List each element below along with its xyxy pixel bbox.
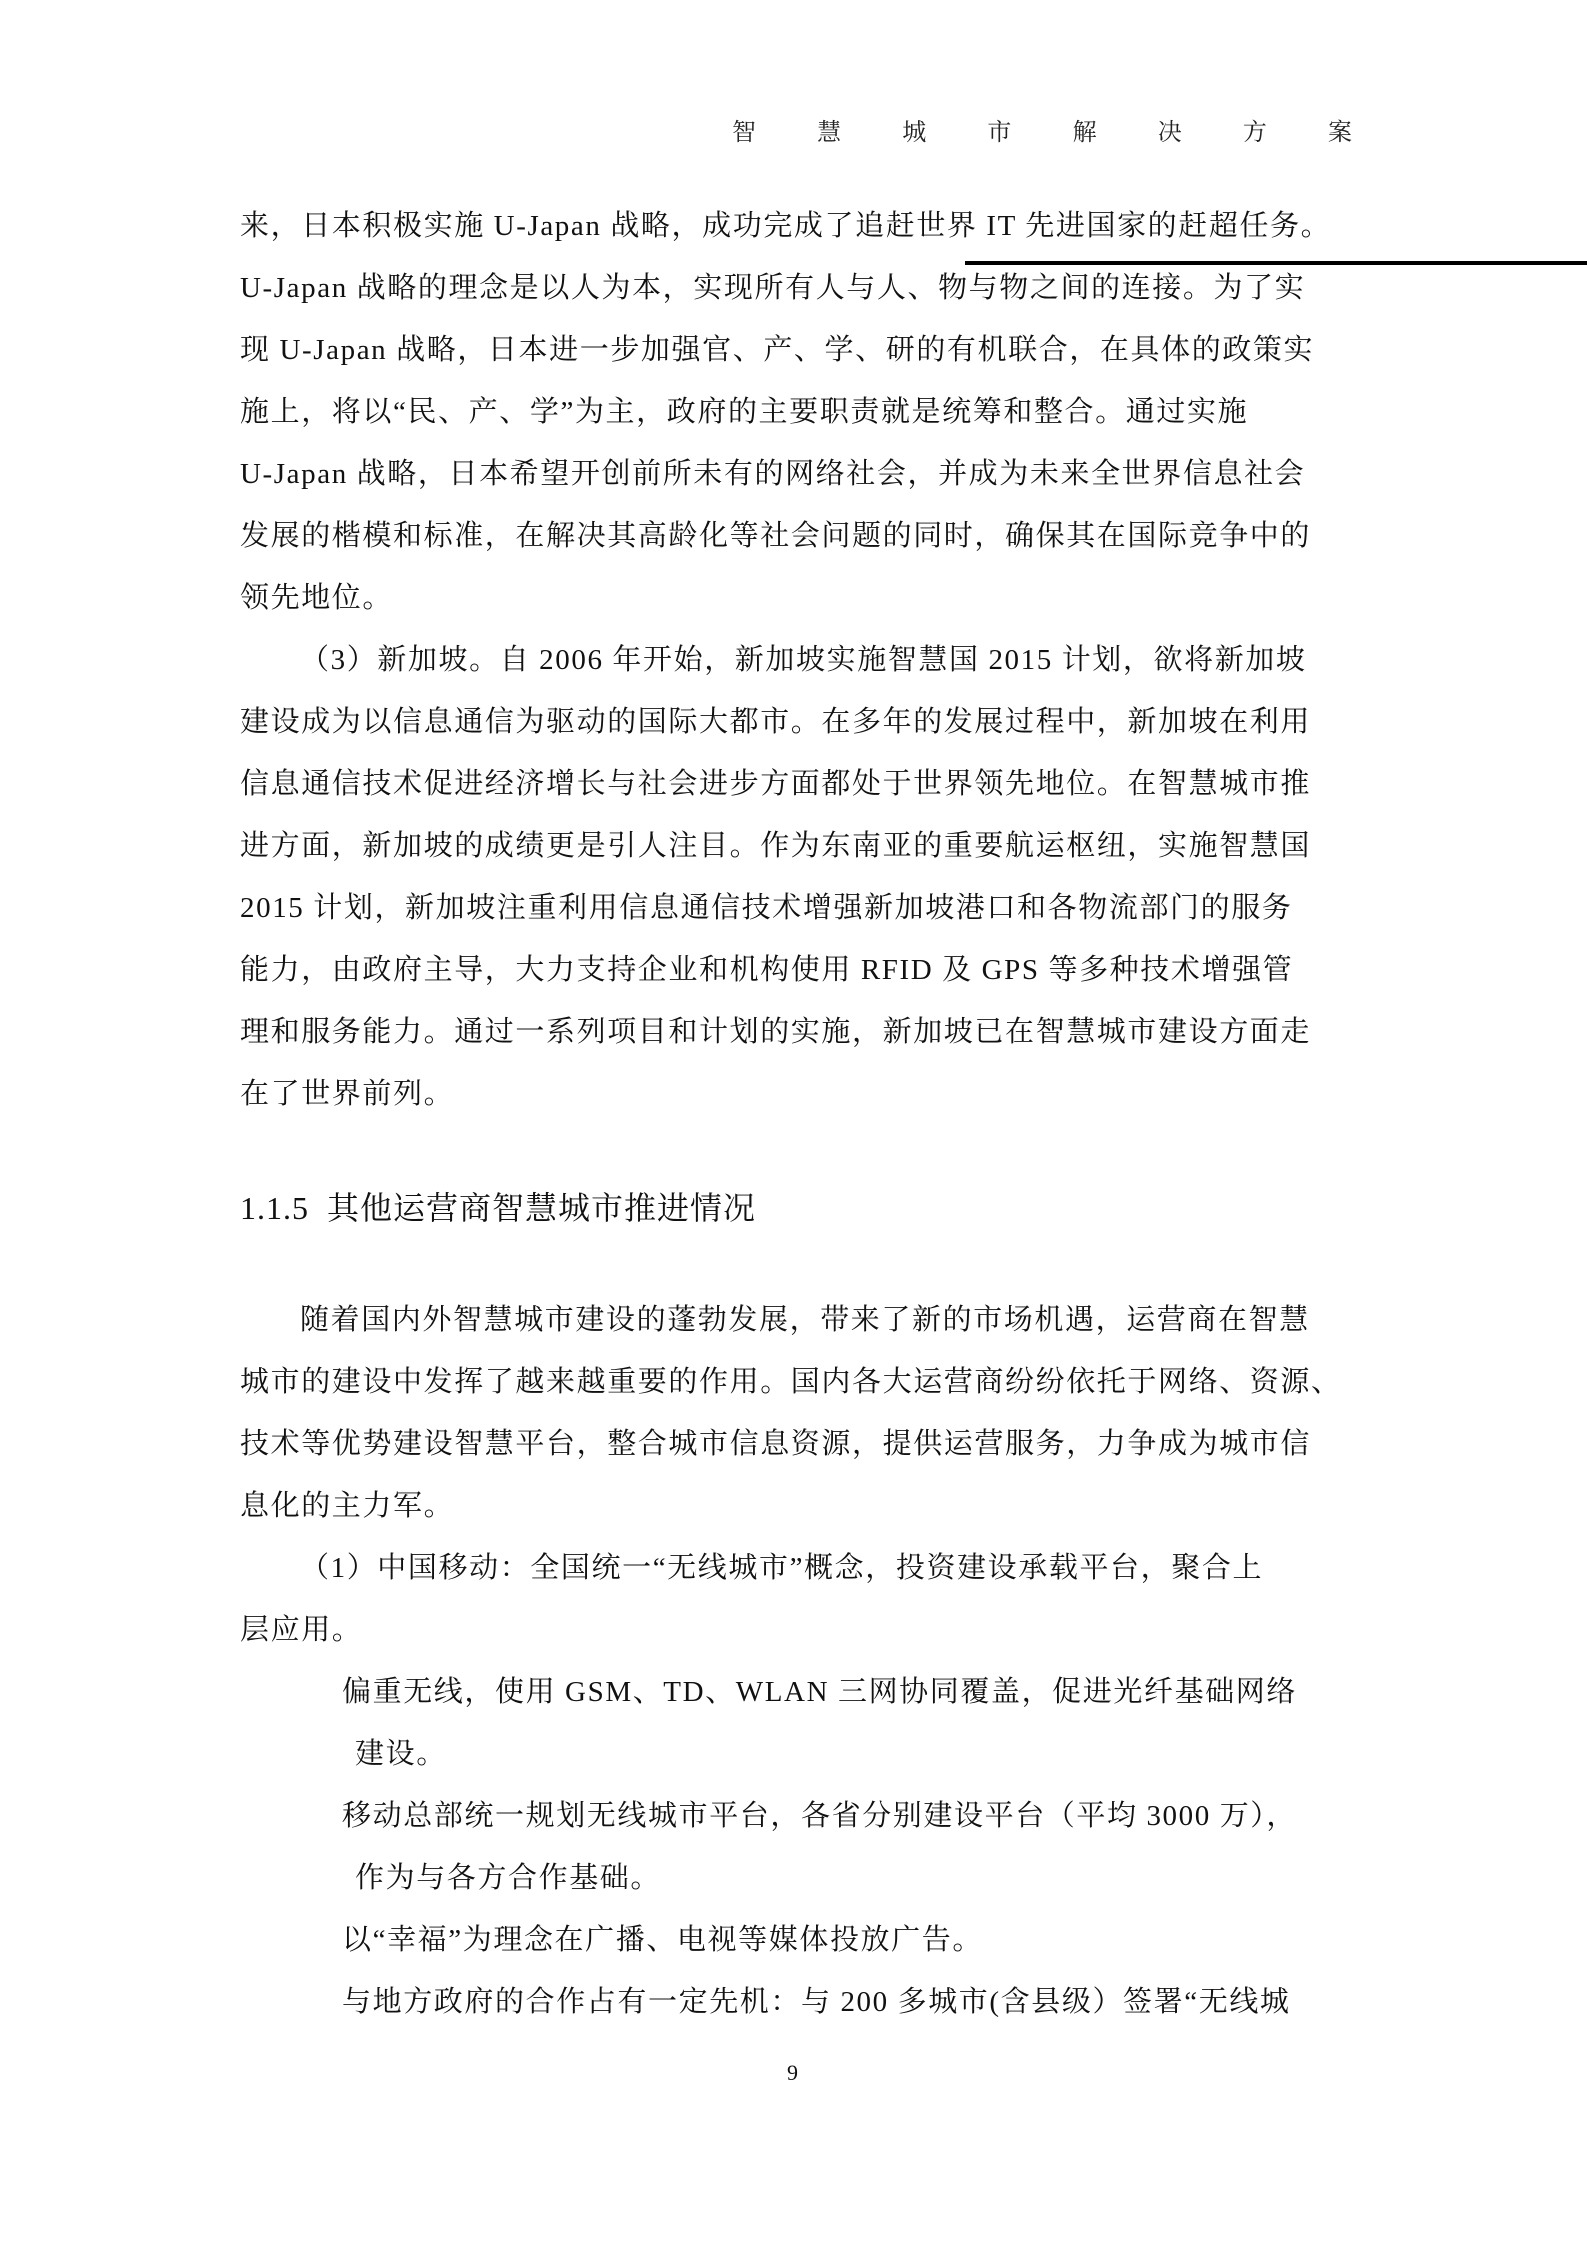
header-char: 智 bbox=[732, 120, 756, 146]
text-line: 进方面，新加坡的成绩更是引人注目。作为东南亚的重要航运枢纽，实施智慧国 bbox=[240, 830, 1312, 862]
page-number: 9 bbox=[787, 2060, 798, 2085]
text-line: 作为与各方合作基础。 bbox=[355, 1862, 662, 1894]
header-char: 方 bbox=[1242, 120, 1267, 146]
header-rule bbox=[965, 261, 1587, 265]
text-line: U-Japan 战略的理念是以人为本，实现所有人与人、物与物之间的连接。为了实 bbox=[240, 272, 1306, 304]
text-line: 息化的主力军。 bbox=[240, 1490, 455, 1522]
text-line: U-Japan 战略，日本希望开创前所未有的网络社会，并成为未来全世界信息社会 bbox=[240, 458, 1306, 490]
text-line: 在了世界前列。 bbox=[240, 1078, 455, 1110]
header-char: 决 bbox=[1157, 120, 1182, 146]
header-char: 解 bbox=[1072, 120, 1097, 146]
text-line: （1）中国移动：全国统一“无线城市”概念，投资建设承载平台，聚合上 bbox=[300, 1552, 1264, 1584]
text-line: 施上，将以“民、产、学”为主，政府的主要职责就是统筹和整合。通过实施 bbox=[240, 396, 1249, 428]
header-char: 慧 bbox=[817, 120, 842, 146]
text-line: 建设。 bbox=[355, 1738, 447, 1770]
text-line: 领先地位。 bbox=[240, 582, 394, 614]
header-char: 城 bbox=[902, 120, 927, 146]
text-line: 移动总部统一规划无线城市平台，各省分别建设平台（平均 3000 万）， bbox=[342, 1800, 1298, 1832]
text-line: 能力，由政府主导，大力支持企业和机构使用 RFID 及 GPS 等多种技术增强管 bbox=[240, 954, 1294, 986]
text-line: 发展的楷模和标准，在解决其高龄化等社会问题的同时，确保其在国际竞争中的 bbox=[240, 520, 1312, 552]
text-line: 2015 计划，新加坡注重利用信息通信技术增强新加坡港口和各物流部门的服务 bbox=[240, 892, 1293, 924]
text-line: 现 U-Japan 战略，日本进一步加强官、产、学、研的有机联合，在具体的政策实 bbox=[240, 334, 1315, 366]
text-line: 偏重无线，使用 GSM、TD、WLAN 三网协同覆盖，促进光纤基础网络 bbox=[342, 1676, 1297, 1708]
text-line: 建设成为以信息通信为驱动的国际大都市。在多年的发展过程中，新加坡在利用 bbox=[240, 706, 1312, 738]
text-line: 城市的建设中发挥了越来越重要的作用。国内各大运营商纷纷依托于网络、资源、 bbox=[240, 1366, 1342, 1398]
header-char: 案 bbox=[1327, 120, 1352, 146]
text-line: 技术等优势建设智慧平台，整合城市信息资源，提供运营服务，力争成为城市信 bbox=[240, 1428, 1312, 1460]
running-header-title bbox=[732, 112, 1352, 152]
text-line: 来，日本积极实施 U-Japan 战略，成功完成了追赶世界 IT 先进国家的赶超任务。 bbox=[240, 210, 1332, 242]
text-line: 与地方政府的合作占有一定先机：与 200 多城市(含县级）签署“无线城 bbox=[342, 1986, 1291, 2018]
text-line: （3）新加坡。自 2006 年开始，新加坡实施智慧国 2015 计划，欲将新加坡 bbox=[300, 644, 1307, 676]
text-line: 层应用。 bbox=[240, 1614, 363, 1646]
text-line: 以“幸福”为理念在广播、电视等媒体投放广告。 bbox=[342, 1924, 983, 1956]
section-heading: 1.1.5 其他运营商智慧城市推进情况 bbox=[240, 1190, 757, 1226]
text-line: 随着国内外智慧城市建设的蓬勃发展，带来了新的市场机遇，运营商在智慧 bbox=[300, 1304, 1310, 1336]
text-line: 信息通信技术促进经济增长与社会进步方面都处于世界领先地位。在智慧城市推 bbox=[240, 768, 1312, 800]
header-char: 市 bbox=[987, 120, 1012, 146]
text-line: 理和服务能力。通过一系列项目和计划的实施，新加坡已在智慧城市建设方面走 bbox=[240, 1016, 1312, 1048]
